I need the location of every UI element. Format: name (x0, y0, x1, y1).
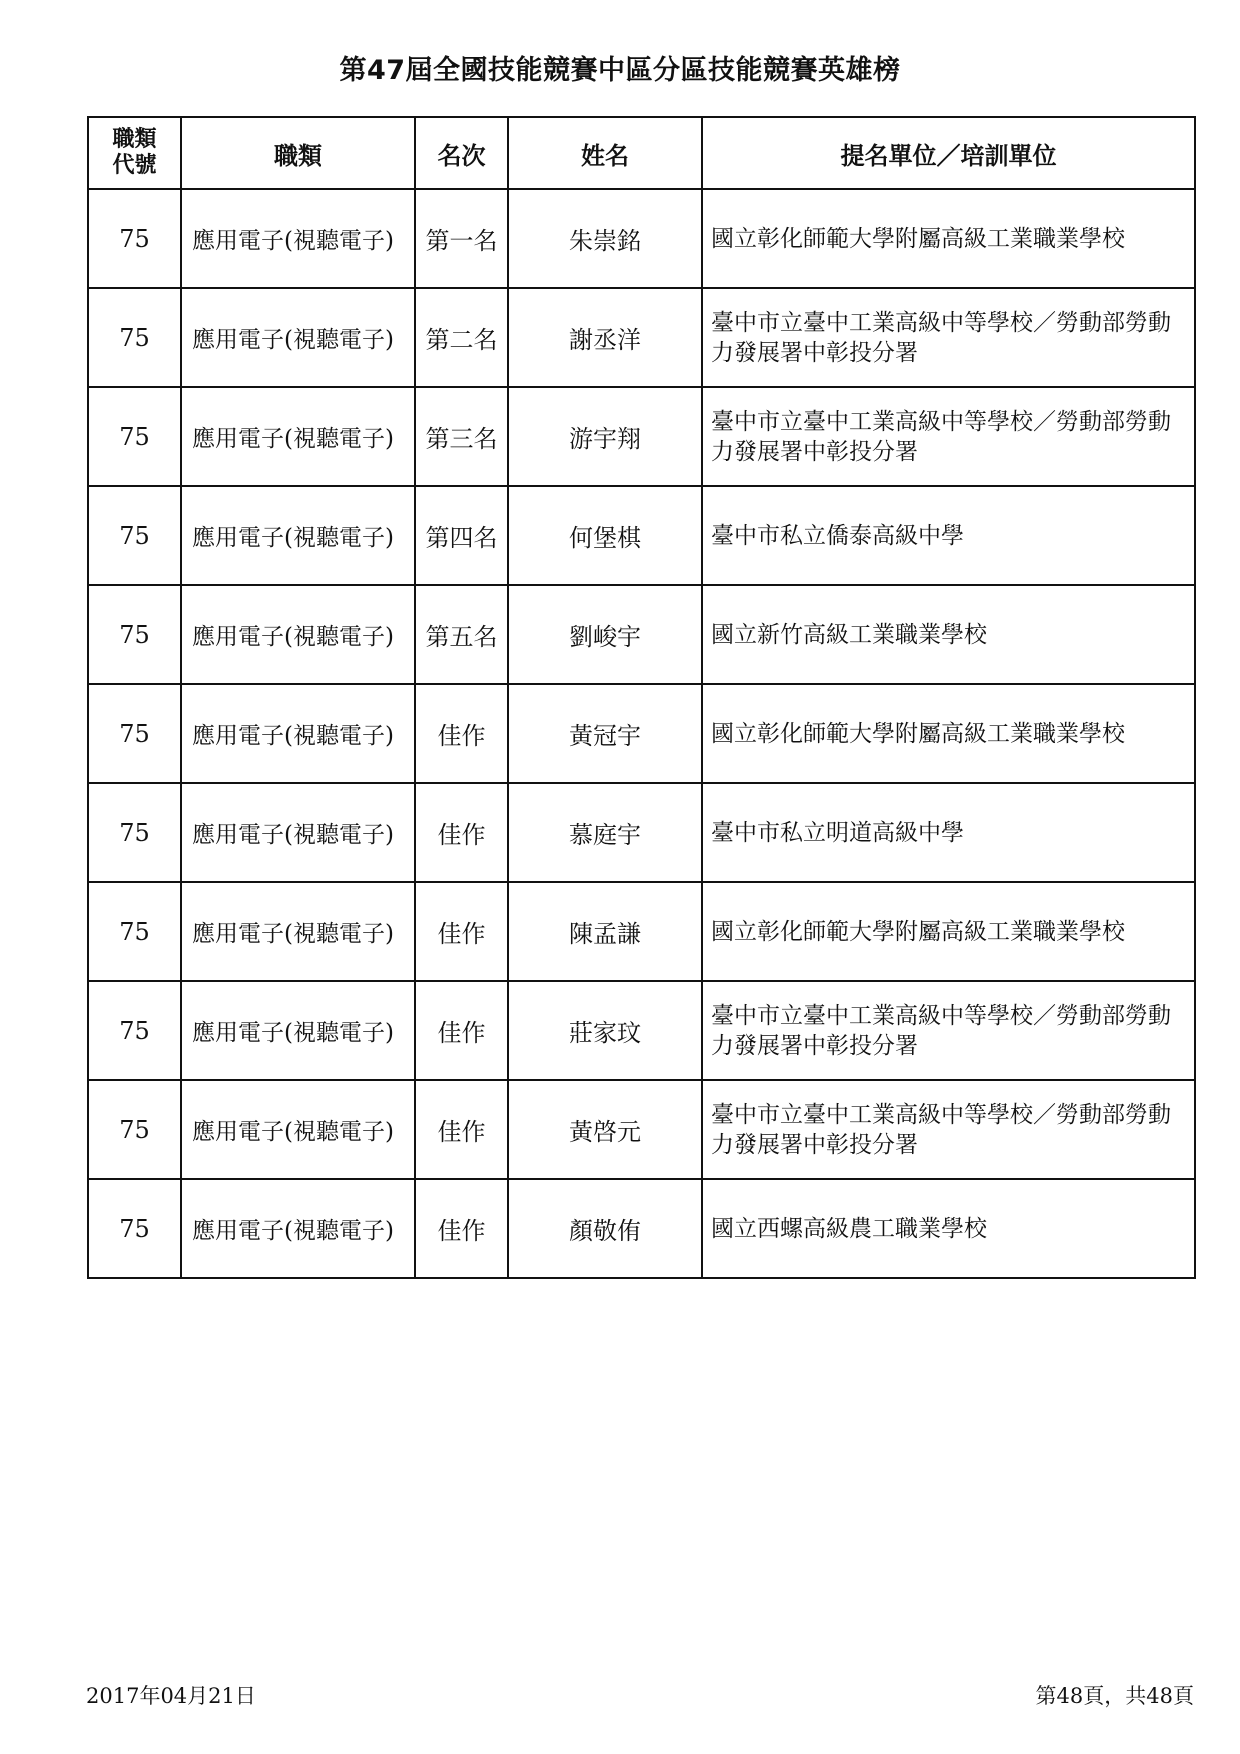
header-name: 姓名 (508, 117, 702, 189)
header-unit: 提名單位／培訓單位 (702, 117, 1195, 189)
cell-name: 莊家玟 (508, 981, 702, 1080)
table-row (88, 486, 1195, 585)
cell-code: 75 (88, 1179, 181, 1278)
cell-rank: 第一名 (415, 189, 508, 288)
cell-name: 慕庭宇 (508, 783, 702, 882)
page-title: 第47屆全國技能競賽中區分區技能競賽英雄榜 (339, 55, 901, 86)
roster-table (87, 116, 1196, 1279)
cell-rank: 佳作 (415, 1179, 508, 1278)
cell-code: 75 (88, 684, 181, 783)
cell-code: 75 (88, 387, 181, 486)
cell-unit: 臺中市立臺中工業高級中等學校／勞動部勞動力發展署中彰投分署 (702, 981, 1195, 1080)
cell-trade: 應用電子(視聽電子) (181, 783, 415, 882)
cell-name: 陳孟謙 (508, 882, 702, 981)
cell-trade: 應用電子(視聽電子) (181, 486, 415, 585)
cell-name: 朱崇銘 (508, 189, 702, 288)
cell-unit: 臺中市立臺中工業高級中等學校／勞動部勞動力發展署中彰投分署 (702, 1080, 1195, 1179)
cell-code: 75 (88, 288, 181, 387)
cell-unit: 臺中市私立明道高級中學 (702, 783, 1195, 882)
header-code-line1: 職類 (112, 127, 157, 152)
cell-code: 75 (88, 981, 181, 1080)
cell-trade: 應用電子(視聽電子) (181, 189, 415, 288)
cell-code: 75 (88, 486, 181, 585)
cell-unit: 國立彰化師範大學附屬高級工業職業學校 (702, 882, 1195, 981)
cell-rank: 佳作 (415, 1080, 508, 1179)
cell-rank: 佳作 (415, 684, 508, 783)
cell-unit: 國立西螺高級農工職業學校 (702, 1179, 1195, 1278)
cell-name: 劉峻宇 (508, 585, 702, 684)
cell-trade: 應用電子(視聽電子) (181, 1080, 415, 1179)
table-row (88, 783, 1195, 882)
table-row (88, 387, 1195, 486)
cell-trade: 應用電子(視聽電子) (181, 981, 415, 1080)
cell-code: 75 (88, 585, 181, 684)
cell-code: 75 (88, 783, 181, 882)
cell-trade: 應用電子(視聽電子) (181, 288, 415, 387)
cell-name: 游宇翔 (508, 387, 702, 486)
cell-rank: 佳作 (415, 783, 508, 882)
table-row (88, 684, 1195, 783)
cell-code: 75 (88, 189, 181, 288)
cell-name: 黃冠宇 (508, 684, 702, 783)
cell-trade: 應用電子(視聽電子) (181, 882, 415, 981)
table-row (88, 585, 1195, 684)
table-row (88, 1080, 1195, 1179)
cell-trade: 應用電子(視聽電子) (181, 387, 415, 486)
cell-trade: 應用電子(視聽電子) (181, 585, 415, 684)
table-row (88, 288, 1195, 387)
cell-rank: 第四名 (415, 486, 508, 585)
cell-rank: 第三名 (415, 387, 508, 486)
header-code (88, 117, 181, 189)
header-trade: 職類 (181, 117, 415, 189)
footer-date: 2017年04月21日 (86, 1684, 256, 1708)
cell-name: 黃啓元 (508, 1080, 702, 1179)
cell-unit: 臺中市私立僑泰高級中學 (702, 486, 1195, 585)
cell-code: 75 (88, 1080, 181, 1179)
cell-unit: 國立彰化師範大學附屬高級工業職業學校 (702, 189, 1195, 288)
table-row (88, 981, 1195, 1080)
header-rank: 名次 (415, 117, 508, 189)
cell-trade: 應用電子(視聽電子) (181, 684, 415, 783)
cell-rank: 佳作 (415, 882, 508, 981)
cell-code: 75 (88, 882, 181, 981)
cell-unit: 國立彰化師範大學附屬高級工業職業學校 (702, 684, 1195, 783)
table-row (88, 882, 1195, 981)
footer-page-number: 第48頁，共48頁 (1035, 1684, 1194, 1708)
header-code-line2: 代號 (112, 153, 157, 178)
cell-unit: 國立新竹高級工業職業學校 (702, 585, 1195, 684)
header-row (88, 117, 1195, 189)
cell-trade: 應用電子(視聽電子) (181, 1179, 415, 1278)
cell-rank: 第二名 (415, 288, 508, 387)
cell-unit: 臺中市立臺中工業高級中等學校／勞動部勞動力發展署中彰投分署 (702, 288, 1195, 387)
cell-name: 顏敬侑 (508, 1179, 702, 1278)
cell-name: 何堡棋 (508, 486, 702, 585)
cell-name: 謝丞洋 (508, 288, 702, 387)
cell-rank: 佳作 (415, 981, 508, 1080)
cell-unit: 臺中市立臺中工業高級中等學校／勞動部勞動力發展署中彰投分署 (702, 387, 1195, 486)
table-row (88, 1179, 1195, 1278)
cell-rank: 第五名 (415, 585, 508, 684)
table-row (88, 189, 1195, 288)
